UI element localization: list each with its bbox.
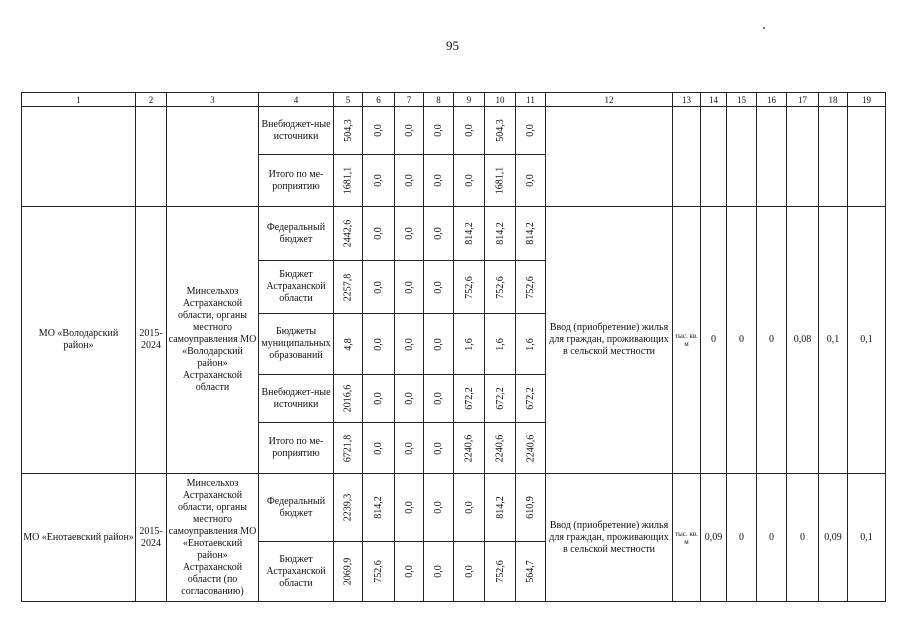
funding-value bbox=[333, 473, 363, 542]
funding-value-text: 0,0 bbox=[403, 174, 415, 187]
column-header bbox=[333, 92, 363, 107]
period-cell bbox=[135, 473, 167, 602]
column-header bbox=[362, 92, 395, 107]
funding-value bbox=[453, 541, 485, 602]
funding-value bbox=[453, 206, 485, 261]
funding-value-text: 0,0 bbox=[433, 441, 444, 455]
funding-value-text: 1,6 bbox=[525, 337, 536, 351]
column-header-text: 15 bbox=[737, 94, 746, 105]
funding-value-text: 0,0 bbox=[373, 124, 384, 137]
funding-value bbox=[362, 473, 395, 542]
continuation-empty bbox=[672, 106, 701, 207]
column-header-text: 8 bbox=[436, 94, 441, 105]
target-value-text: 0,1 bbox=[826, 334, 840, 345]
funding-value-text: 0,0 bbox=[525, 124, 536, 137]
continuation-period bbox=[135, 106, 167, 207]
funding-value-text: 6721,8 bbox=[342, 434, 354, 462]
funding-value-text: 0,0 bbox=[463, 174, 475, 187]
funding-source-text: Итого по ме-роприятию bbox=[268, 436, 324, 459]
column-header bbox=[786, 92, 819, 107]
funding-value bbox=[453, 313, 485, 375]
municipality-cell-text: МО «Енотаевский район» bbox=[23, 531, 134, 543]
funding-source-text: Федеральный бюджет bbox=[266, 221, 326, 245]
funding-value bbox=[394, 154, 424, 207]
funding-value bbox=[423, 541, 454, 602]
funding-value-text: 814,2 bbox=[525, 222, 536, 245]
target-value-text: 0 bbox=[800, 531, 805, 543]
funding-value-text: 0,0 bbox=[403, 392, 415, 405]
funding-value-text: 672,2 bbox=[463, 387, 475, 410]
funding-value bbox=[453, 154, 485, 207]
funding-value bbox=[453, 260, 485, 314]
funding-value-text: 4,8 bbox=[342, 337, 354, 351]
funding-value bbox=[484, 422, 516, 474]
funding-value bbox=[394, 541, 424, 602]
target-value-text: 0 bbox=[769, 531, 774, 543]
column-header bbox=[423, 92, 454, 107]
column-header bbox=[135, 92, 167, 107]
funding-value-text: 2442,6 bbox=[342, 219, 354, 248]
funding-value bbox=[362, 106, 395, 155]
funding-value-text: 504,3 bbox=[342, 119, 354, 142]
funding-value-text: 0,0 bbox=[373, 280, 384, 294]
funding-value bbox=[333, 541, 363, 602]
funding-value bbox=[394, 422, 424, 474]
funding-source-text: Бюджеты муниципальных образований bbox=[261, 326, 331, 361]
funding-value bbox=[515, 473, 546, 542]
funding-table bbox=[21, 92, 885, 601]
funding-value bbox=[362, 313, 395, 375]
column-header bbox=[453, 92, 485, 107]
funding-value bbox=[515, 313, 546, 375]
executor-cell-text: Минсельхоз Астраханской области, органы местного самоуправления МО «Енотаевский район» Астраханской области (по согласованию) bbox=[168, 477, 257, 597]
funding-value bbox=[362, 541, 395, 602]
funding-value bbox=[333, 260, 363, 314]
column-header bbox=[21, 92, 136, 107]
funding-value-text: 752,6 bbox=[525, 275, 536, 299]
funding-value bbox=[453, 473, 485, 542]
funding-value-text: 2240,6 bbox=[463, 434, 475, 462]
executor-cell bbox=[166, 473, 259, 602]
funding-value bbox=[394, 473, 424, 542]
funding-value-text: 814,2 bbox=[373, 496, 384, 519]
target-value bbox=[726, 206, 757, 474]
funding-value bbox=[423, 154, 454, 207]
column-header bbox=[394, 92, 424, 107]
funding-source-text: Бюджет Астраханской области bbox=[266, 269, 326, 304]
funding-value-text: 0,0 bbox=[433, 565, 444, 578]
municipality-cell bbox=[21, 473, 136, 602]
funding-value bbox=[362, 422, 395, 474]
funding-source bbox=[258, 473, 334, 542]
funding-value bbox=[333, 206, 363, 261]
funding-value-text: 564,7 bbox=[525, 560, 536, 583]
funding-value bbox=[484, 154, 516, 207]
column-header-text: 2 bbox=[148, 94, 154, 105]
funding-value bbox=[362, 154, 395, 207]
funding-value-text: 814,2 bbox=[463, 222, 475, 245]
period-cell bbox=[135, 206, 167, 474]
funding-value-text: 0,0 bbox=[463, 565, 475, 578]
funding-value bbox=[394, 374, 424, 423]
funding-value bbox=[394, 206, 424, 261]
indicator-cell-text: Ввод (приобретение) жилья для граждан, проживающих в сельской местности bbox=[549, 322, 669, 357]
funding-value-text: 2016,6 bbox=[342, 384, 354, 413]
funding-value bbox=[484, 260, 516, 314]
column-header-text: 12 bbox=[604, 94, 614, 105]
funding-value-text: 0,0 bbox=[403, 337, 415, 351]
column-header-text: 1 bbox=[76, 94, 81, 105]
target-value bbox=[700, 473, 727, 602]
funding-value-text: 0,0 bbox=[403, 565, 415, 578]
funding-value-text: 2257,8 bbox=[342, 273, 354, 301]
target-value bbox=[700, 206, 727, 474]
funding-value-text: 2069,9 bbox=[342, 557, 354, 586]
funding-value-text: 672,2 bbox=[494, 387, 506, 410]
target-value-text: 0 bbox=[769, 334, 774, 345]
funding-value bbox=[362, 374, 395, 423]
funding-value-text: 0,0 bbox=[463, 124, 475, 137]
funding-value-text: 0,0 bbox=[463, 501, 475, 514]
funding-value bbox=[423, 106, 454, 155]
funding-value bbox=[515, 422, 546, 474]
funding-value bbox=[333, 154, 363, 207]
funding-source-text: Итого по ме-роприятию bbox=[268, 168, 324, 192]
funding-value-text: 0,0 bbox=[403, 227, 415, 240]
funding-value bbox=[515, 541, 546, 602]
column-header-text: 19 bbox=[862, 94, 871, 105]
unit-cell bbox=[672, 206, 701, 474]
funding-source bbox=[258, 541, 334, 602]
target-value-text: 0,09 bbox=[824, 531, 842, 543]
funding-value bbox=[515, 154, 546, 207]
target-value-text: 0,1 bbox=[860, 531, 873, 543]
funding-value-text: 0,0 bbox=[433, 280, 444, 294]
target-value-text: 0 bbox=[739, 531, 744, 543]
funding-value bbox=[423, 313, 454, 375]
continuation-municipality bbox=[21, 106, 136, 207]
column-header-text: 9 bbox=[466, 94, 472, 105]
funding-value-text: 0,0 bbox=[433, 392, 444, 405]
funding-source-text: Федеральный бюджет bbox=[266, 495, 326, 519]
target-value-text: 0 bbox=[711, 334, 716, 345]
funding-value bbox=[423, 206, 454, 261]
funding-value bbox=[484, 374, 516, 423]
funding-value-text: 672,2 bbox=[525, 387, 536, 410]
column-header bbox=[484, 92, 516, 107]
continuation-empty bbox=[756, 106, 787, 207]
target-value-text: 0 bbox=[739, 334, 744, 345]
scan-dot bbox=[763, 27, 765, 29]
target-value-text: 0,09 bbox=[704, 531, 723, 543]
funding-value-text: 752,6 bbox=[494, 275, 506, 299]
target-value bbox=[847, 206, 886, 474]
indicator-cell bbox=[545, 473, 673, 602]
target-value bbox=[726, 473, 757, 602]
continuation-empty bbox=[726, 106, 757, 207]
funding-value bbox=[362, 206, 395, 261]
column-header-text: 14 bbox=[709, 94, 718, 105]
funding-value-text: 0,0 bbox=[525, 174, 536, 187]
funding-value bbox=[394, 106, 424, 155]
funding-value bbox=[515, 206, 546, 261]
funding-value bbox=[394, 260, 424, 314]
column-header-text: 16 bbox=[767, 94, 776, 105]
unit-cell bbox=[672, 473, 701, 602]
funding-value-text: 504,3 bbox=[494, 119, 506, 142]
funding-value bbox=[423, 473, 454, 542]
indicator-cell-text: Ввод (приобретение) жилья для граждан, проживающих в сельской местности bbox=[549, 519, 669, 555]
funding-value bbox=[484, 473, 516, 542]
funding-value bbox=[333, 313, 363, 375]
funding-value-text: 0,0 bbox=[373, 392, 384, 405]
period-cell-text: 2015-2024 bbox=[139, 525, 163, 549]
funding-value-text: 752,6 bbox=[373, 560, 384, 583]
continuation-empty bbox=[700, 106, 727, 207]
column-header-text: 10 bbox=[495, 94, 505, 105]
funding-value bbox=[394, 313, 424, 375]
column-header bbox=[726, 92, 757, 107]
funding-value-text: 2240,6 bbox=[525, 434, 536, 462]
target-value-text: 0,08 bbox=[793, 334, 812, 345]
funding-value-text: 0,0 bbox=[433, 501, 444, 514]
column-header bbox=[166, 92, 259, 107]
column-header-text: 6 bbox=[376, 94, 381, 105]
municipality-cell bbox=[21, 206, 136, 474]
funding-value-text: 2240,6 bbox=[494, 434, 506, 462]
funding-value-text: 1681,1 bbox=[494, 166, 506, 195]
column-header-text: 13 bbox=[682, 94, 691, 105]
funding-source bbox=[258, 154, 334, 207]
funding-value bbox=[333, 374, 363, 423]
funding-value-text: 814,2 bbox=[494, 496, 506, 519]
funding-value bbox=[362, 260, 395, 314]
period-cell-text: 2015-2024 bbox=[139, 328, 163, 351]
funding-value-text: 814,2 bbox=[494, 222, 506, 245]
funding-value-text: 0,0 bbox=[403, 280, 415, 294]
funding-value bbox=[484, 206, 516, 261]
column-header bbox=[672, 92, 701, 107]
continuation-executor bbox=[166, 106, 259, 207]
column-header bbox=[258, 92, 334, 107]
funding-source bbox=[258, 206, 334, 261]
funding-value bbox=[423, 260, 454, 314]
executor-cell-text: Минсельхоз Астраханской области, органы местного самоуправления МО «Володарский район» Астраханской области bbox=[168, 286, 257, 393]
funding-value-text: 0,0 bbox=[433, 174, 444, 187]
column-header-text: 7 bbox=[406, 94, 412, 105]
funding-value bbox=[333, 422, 363, 474]
target-value bbox=[786, 473, 819, 602]
funding-value bbox=[453, 422, 485, 474]
funding-source bbox=[258, 374, 334, 423]
continuation-empty bbox=[786, 106, 819, 207]
funding-value-text: 0,0 bbox=[373, 174, 384, 187]
funding-value-text: 1681,1 bbox=[342, 166, 354, 195]
funding-value bbox=[484, 313, 516, 375]
funding-value bbox=[515, 260, 546, 314]
funding-value-text: 0,0 bbox=[373, 337, 384, 351]
page-number: 95 bbox=[446, 38, 459, 53]
column-header-text: 11 bbox=[526, 94, 535, 105]
column-header bbox=[847, 92, 886, 107]
column-header-text: 5 bbox=[345, 94, 351, 105]
funding-source-text: Внебюджет-ные источники bbox=[261, 118, 331, 142]
continuation-empty bbox=[545, 106, 673, 207]
funding-value bbox=[484, 106, 516, 155]
target-value bbox=[756, 206, 787, 474]
funding-value bbox=[423, 374, 454, 423]
municipality-cell-text: МО «Володарский район» bbox=[38, 328, 119, 351]
column-header bbox=[700, 92, 727, 107]
target-value bbox=[847, 473, 886, 602]
column-header bbox=[818, 92, 848, 107]
executor-cell bbox=[166, 206, 259, 474]
funding-value-text: 0,0 bbox=[373, 441, 384, 455]
column-header-text: 17 bbox=[798, 94, 807, 105]
funding-value-text: 1,6 bbox=[463, 337, 475, 351]
column-header bbox=[515, 92, 546, 107]
continuation-empty bbox=[847, 106, 886, 207]
funding-value-text: 0,0 bbox=[403, 501, 415, 514]
funding-source bbox=[258, 260, 334, 314]
target-value bbox=[786, 206, 819, 474]
funding-source bbox=[258, 313, 334, 375]
unit-cell-text: тыс. кв. м bbox=[675, 529, 698, 546]
target-value bbox=[756, 473, 787, 602]
indicator-cell bbox=[545, 206, 673, 474]
funding-source-text: Внебюджет-ные источники bbox=[261, 386, 331, 410]
funding-value bbox=[515, 106, 546, 155]
column-header-text: 4 bbox=[293, 94, 299, 105]
funding-value bbox=[484, 541, 516, 602]
funding-value-text: 0,0 bbox=[433, 337, 444, 351]
funding-value-text: 0,0 bbox=[433, 124, 444, 137]
funding-value bbox=[423, 422, 454, 474]
funding-value-text: 0,0 bbox=[433, 227, 444, 240]
funding-value-text: 1,6 bbox=[494, 337, 506, 351]
funding-value bbox=[515, 374, 546, 423]
column-header-text: 3 bbox=[210, 94, 215, 105]
funding-source bbox=[258, 106, 334, 155]
funding-source-text: Бюджет Астраханской области bbox=[266, 553, 326, 589]
funding-value-text: 0,0 bbox=[403, 441, 415, 455]
unit-cell-text: тыс. кв. м bbox=[675, 332, 698, 348]
funding-value-text: 752,6 bbox=[463, 275, 475, 299]
funding-value bbox=[453, 106, 485, 155]
column-header bbox=[545, 92, 673, 107]
funding-source bbox=[258, 422, 334, 474]
continuation-empty bbox=[818, 106, 848, 207]
target-value bbox=[818, 473, 848, 602]
column-header-text: 18 bbox=[828, 94, 838, 105]
column-header bbox=[756, 92, 787, 107]
funding-value-text: 752,6 bbox=[494, 560, 506, 583]
funding-value-text: 0,0 bbox=[373, 227, 384, 240]
funding-value-text: 2239,3 bbox=[342, 493, 354, 522]
funding-value-text: 0,0 bbox=[403, 124, 415, 137]
funding-value-text: 610,9 bbox=[525, 496, 536, 519]
funding-value bbox=[453, 374, 485, 423]
target-value bbox=[818, 206, 848, 474]
funding-value bbox=[333, 106, 363, 155]
target-value-text: 0,1 bbox=[860, 334, 873, 345]
